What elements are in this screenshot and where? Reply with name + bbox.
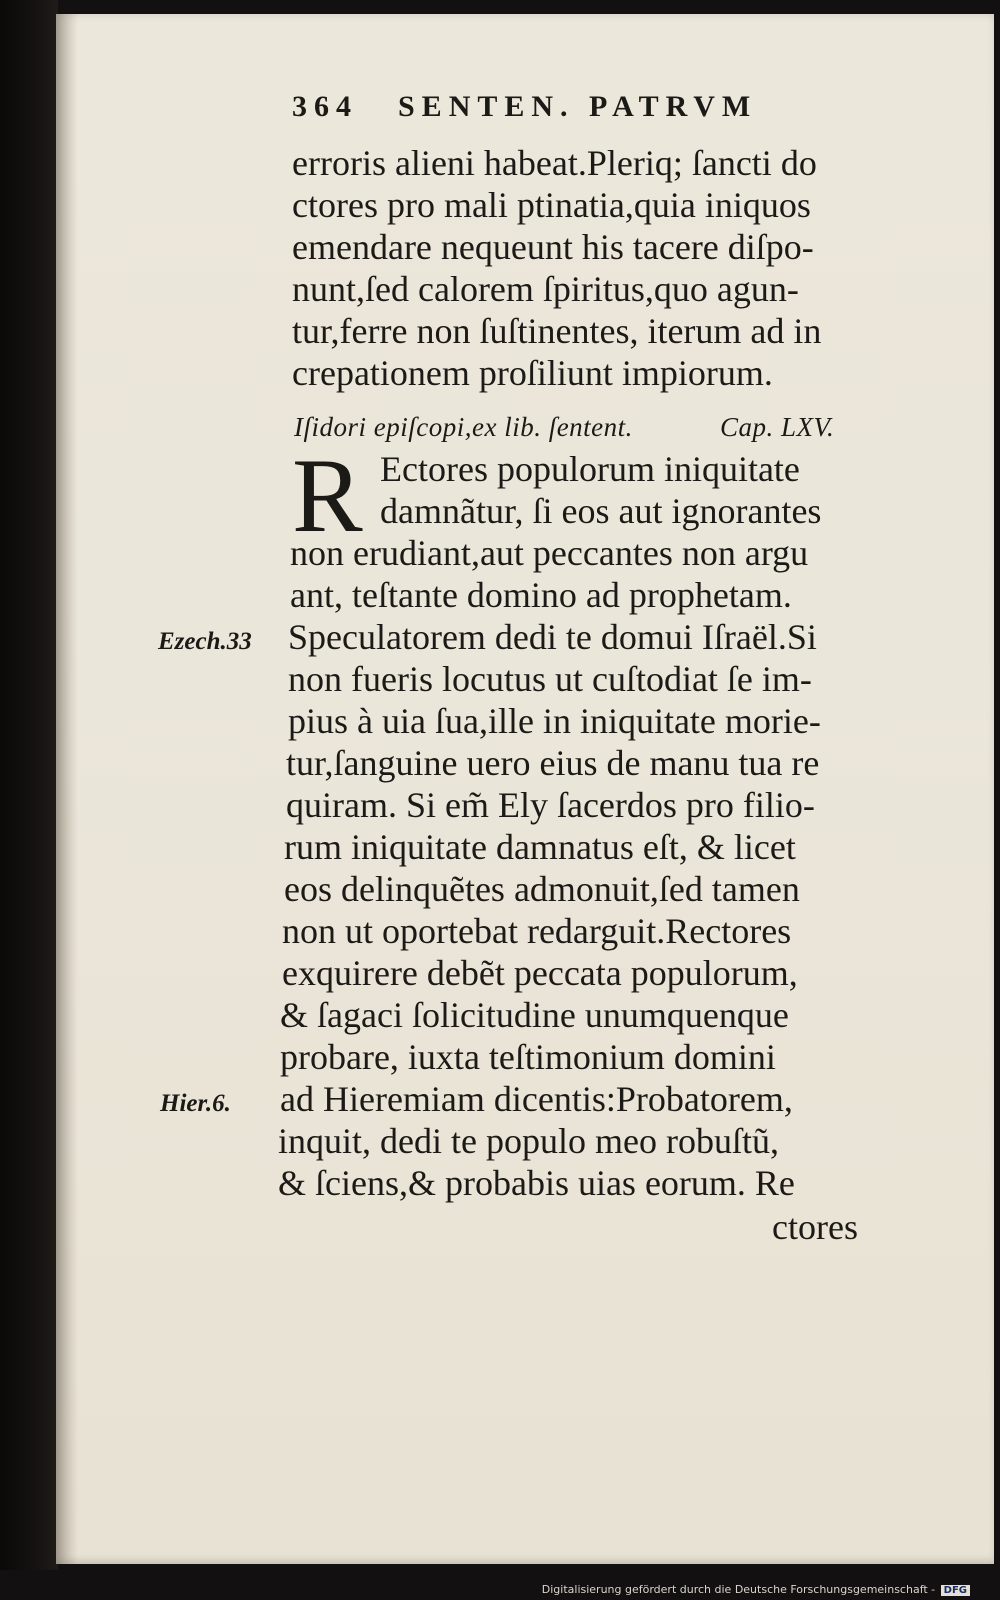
text-line: non fueris locutus ut cuſtodiat ſe im- bbox=[288, 659, 812, 699]
text-line: nunt,ſed calorem ſpiritus,quo agun- bbox=[292, 269, 799, 309]
text-line: exquirere debẽt peccata populorum, bbox=[282, 953, 798, 993]
initial-letter: R bbox=[292, 437, 363, 554]
chapter-heading: Iſidori epiſcopi,ex lib. ſentent. bbox=[294, 412, 633, 442]
running-head: SENTEN. PATRVM bbox=[398, 90, 758, 123]
text-line: eos delinquẽtes admonuit,ſed tamen bbox=[284, 869, 800, 909]
dfg-logo: DFG bbox=[941, 1585, 970, 1596]
text-line: erroris alieni habeat.Pleriq; ſancti do bbox=[292, 143, 817, 183]
text-line: Speculatorem dedi te domui Iſraël.Si bbox=[288, 617, 817, 657]
text-line: pius à uia ſua,ille in iniquitate morie- bbox=[288, 701, 821, 741]
text-line: ctores pro mali ptinatia,quia iniquos bbox=[292, 185, 811, 225]
marginal-note-hier: Hier.6. bbox=[160, 1090, 231, 1117]
text-line: Ectores populorum iniquitate bbox=[380, 449, 800, 489]
book-edge bbox=[0, 0, 58, 1570]
page-number: 364 bbox=[292, 90, 358, 123]
text-line: non ut oportebat redarguit.Rectores bbox=[282, 911, 792, 951]
text-line: ad Hieremiam dicentis:Probatorem, bbox=[280, 1079, 793, 1119]
text-line: non erudiant,aut peccantes non argu bbox=[290, 533, 809, 573]
text-line: rum iniquitate damnatus eſt, & licet bbox=[284, 827, 796, 867]
text-line: & ſciens,& probabis uias eorum. Re bbox=[278, 1163, 795, 1203]
text-line: tur,ſanguine uero eius de manu tua re bbox=[286, 743, 820, 783]
text-line: emendare nequeunt his tacere diſpo- bbox=[292, 227, 814, 267]
text-line: damnãtur, ſi eos aut ignorantes bbox=[380, 491, 822, 531]
text-line: probare, iuxta teſtimonium domini bbox=[280, 1037, 776, 1077]
footer-credit: Digitalisierung gefördert durch die Deutsche Forschungsgemeinschaft - bbox=[541, 1583, 936, 1596]
chapter-number: Cap. LXV. bbox=[720, 412, 835, 442]
text-line: inquit, dedi te populo meo robuſtũ, bbox=[278, 1121, 779, 1161]
digitization-footer bbox=[542, 1583, 970, 1596]
text-line: crepationem proſiliunt impiorum. bbox=[292, 353, 773, 393]
text-line: quiram. Si em̃ Ely ſacerdos pro filio- bbox=[286, 785, 815, 825]
marginal-note-ezech: Ezech.33 bbox=[158, 628, 252, 655]
text-line: & ſagaci ſolicitudine unumquenque bbox=[280, 995, 789, 1035]
text-line: ant, teſtante domino ad prophetam. bbox=[290, 575, 792, 615]
text-line: tur,ferre non ſuſtinentes, iterum ad in bbox=[292, 311, 822, 351]
spine-shadow bbox=[56, 14, 78, 1564]
catchword: ctores bbox=[772, 1207, 858, 1247]
